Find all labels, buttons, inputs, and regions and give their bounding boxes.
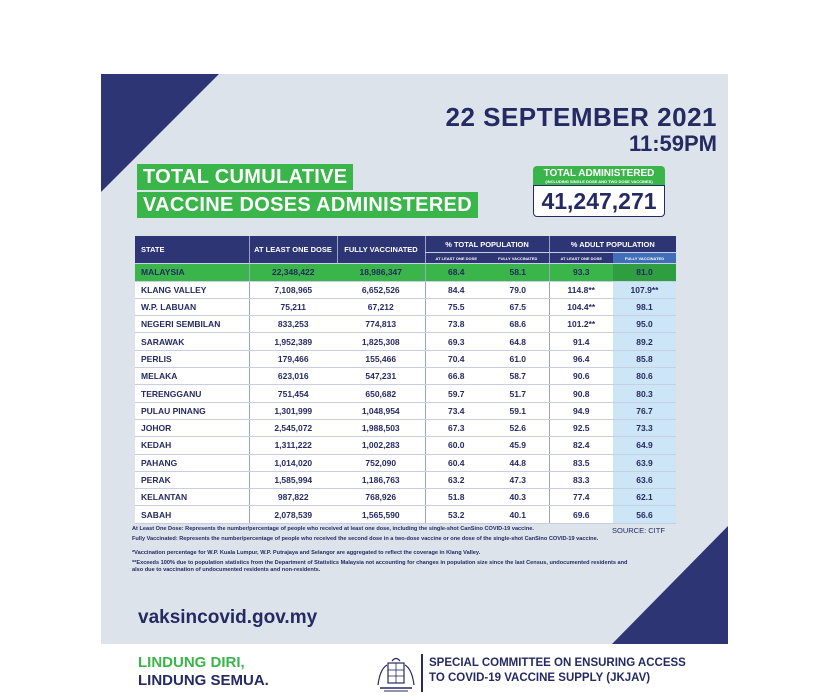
cell-pct-total-one-dose: 59.7 (425, 385, 487, 402)
cell-pct-total-fully: 67.5 (487, 298, 549, 315)
cell-fully-vaccinated: 1,565,590 (337, 506, 425, 523)
committee-line-2: TO COVID-19 VACCINE SUPPLY (JKJAV) (429, 672, 651, 684)
cell-pct-adult-fully: 80.6 (613, 368, 676, 385)
cell-fully-vaccinated: 752,090 (337, 454, 425, 471)
cell-pct-adult-fully: 89.2 (613, 333, 676, 350)
header-fully-vaccinated: FULLY VACCINATED (337, 236, 425, 264)
slogan-line-1: LINDUNG DIRI, (138, 654, 245, 671)
header-state: STATE (135, 236, 249, 264)
cell-pct-total-one-dose: 66.8 (425, 368, 487, 385)
committee-name (429, 656, 686, 686)
table-row-total (135, 264, 676, 281)
cell-pct-total-fully: 58.1 (487, 264, 549, 281)
cell-pct-total-fully: 64.8 (487, 333, 549, 350)
cell-state: MELAKA (135, 368, 249, 385)
cell-one-dose: 179,466 (249, 350, 337, 367)
cell-state: TERENGGANU (135, 385, 249, 402)
cell-pct-adult-one-dose: 83.5 (549, 454, 613, 471)
cell-pct-adult-fully: 63.6 (613, 471, 676, 488)
footnotes (132, 526, 632, 577)
cell-fully-vaccinated: 774,813 (337, 316, 425, 333)
subheader-adult-one-dose: AT LEAST ONE DOSE (549, 253, 613, 264)
cell-one-dose: 7,108,965 (249, 281, 337, 298)
cell-fully-vaccinated: 18,986,347 (337, 264, 425, 281)
cell-pct-total-fully: 79.0 (487, 281, 549, 298)
cell-one-dose: 623,016 (249, 368, 337, 385)
cell-pct-total-fully: 51.7 (487, 385, 549, 402)
header-one-dose: AT LEAST ONE DOSE (249, 236, 337, 264)
subheader-total-one-dose: AT LEAST ONE DOSE (425, 253, 487, 264)
table-row (135, 316, 676, 333)
cell-pct-total-fully: 40.1 (487, 506, 549, 523)
table-row (135, 437, 676, 454)
cell-pct-total-one-dose: 73.8 (425, 316, 487, 333)
header-pct-adult-population: % ADULT POPULATION (549, 236, 676, 253)
cell-pct-adult-one-dose: 104.4** (549, 298, 613, 315)
cell-pct-total-one-dose: 75.5 (425, 298, 487, 315)
website-link[interactable]: vaksincovid.gov.my (138, 607, 318, 628)
table-row (135, 471, 676, 488)
table-row (135, 281, 676, 298)
cell-state: SABAH (135, 506, 249, 523)
cell-one-dose: 75,211 (249, 298, 337, 315)
note-one-dose: At Least One Dose: Represents the number/percentage of people who received at least one dose, including the single-shot CanSino COVID-19 vaccine. (132, 526, 534, 532)
cell-pct-adult-one-dose: 83.3 (549, 471, 613, 488)
cell-fully-vaccinated: 1,988,503 (337, 419, 425, 436)
slogan (138, 654, 269, 690)
cell-one-dose: 1,301,999 (249, 402, 337, 419)
cell-pct-adult-one-dose: 92.5 (549, 419, 613, 436)
cell-one-dose: 2,078,539 (249, 506, 337, 523)
cell-pct-adult-fully: 56.6 (613, 506, 676, 523)
cell-pct-total-one-dose: 68.4 (425, 264, 487, 281)
table-row (135, 368, 676, 385)
cell-pct-total-fully: 47.3 (487, 471, 549, 488)
table-row (135, 489, 676, 506)
note-klang-valley: *Vaccination percentage for W.P. Kuala Lumpur, W.P. Putrajaya and Selangor are aggregated to reflect the coverage in Klang Valley. (132, 550, 481, 557)
cell-pct-adult-one-dose: 114.8** (549, 281, 613, 298)
table-row (135, 506, 676, 523)
cell-one-dose: 1,585,994 (249, 471, 337, 488)
header-pct-total-population: % TOTAL POPULATION (425, 236, 549, 253)
cell-fully-vaccinated: 155,466 (337, 350, 425, 367)
total-administered-label: TOTAL ADMINISTERED (543, 168, 655, 179)
table-row (135, 402, 676, 419)
vaccination-table (135, 236, 676, 524)
cell-state: W.P. LABUAN (135, 298, 249, 315)
total-administered-value: 41,247,271 (533, 185, 665, 217)
total-administered-header (533, 166, 665, 185)
cell-pct-total-one-dose: 70.4 (425, 350, 487, 367)
cell-pct-adult-one-dose: 90.8 (549, 385, 613, 402)
total-administered-sublabel: (INCLUDING SINGLE DOSE AND TWO DOSE VACCINES) (545, 179, 653, 184)
cell-pct-adult-one-dose: 96.4 (549, 350, 613, 367)
cell-fully-vaccinated: 1,186,763 (337, 471, 425, 488)
table-row (135, 350, 676, 367)
cell-state: NEGERI SEMBILAN (135, 316, 249, 333)
date-text: 22 SEPTEMBER 2021 (445, 102, 717, 132)
cell-state: PULAU PINANG (135, 402, 249, 419)
table-row (135, 419, 676, 436)
cell-pct-adult-one-dose: 94.9 (549, 402, 613, 419)
cell-state: SARAWAK (135, 333, 249, 350)
cell-pct-total-fully: 61.0 (487, 350, 549, 367)
table-body (135, 264, 676, 523)
cell-state: KLANG VALLEY (135, 281, 249, 298)
cell-one-dose: 22,348,422 (249, 264, 337, 281)
cell-pct-adult-one-dose: 77.4 (549, 489, 613, 506)
cell-pct-adult-fully: 81.0 (613, 264, 676, 281)
cell-pct-total-one-dose: 60.0 (425, 437, 487, 454)
cell-fully-vaccinated: 768,926 (337, 489, 425, 506)
cell-fully-vaccinated: 6,652,526 (337, 281, 425, 298)
cell-pct-adult-one-dose: 90.6 (549, 368, 613, 385)
cell-fully-vaccinated: 547,231 (337, 368, 425, 385)
cell-state: PERLIS (135, 350, 249, 367)
cell-pct-total-fully: 59.1 (487, 402, 549, 419)
footer-divider (421, 654, 423, 692)
cell-state: KEDAH (135, 437, 249, 454)
cell-pct-adult-fully: 80.3 (613, 385, 676, 402)
cell-pct-total-fully: 58.7 (487, 368, 549, 385)
cell-pct-total-one-dose: 84.4 (425, 281, 487, 298)
cell-pct-adult-fully: 107.9** (613, 281, 676, 298)
cell-pct-adult-fully: 64.9 (613, 437, 676, 454)
note-exceeds-100: **Exceeds 100% due to population statistics from the Department of Statistics Malaysia not accounting for changes in population size since the last Census, undocumented residents and also due to vaccination of undocumented residents and non-residents. (132, 560, 628, 573)
cell-one-dose: 1,014,020 (249, 454, 337, 471)
cell-pct-adult-fully: 98.1 (613, 298, 676, 315)
subheader-total-fully: FULLY VACCINATED (487, 253, 549, 264)
cell-pct-total-one-dose: 63.2 (425, 471, 487, 488)
cell-one-dose: 1,952,389 (249, 333, 337, 350)
table-row (135, 298, 676, 315)
cell-pct-adult-one-dose: 69.6 (549, 506, 613, 523)
cell-pct-total-one-dose: 69.3 (425, 333, 487, 350)
cell-pct-adult-fully: 95.0 (613, 316, 676, 333)
cell-state: JOHOR (135, 419, 249, 436)
cell-pct-total-fully: 44.8 (487, 454, 549, 471)
committee-line-1: SPECIAL COMMITTEE ON ENSURING ACCESS (429, 657, 686, 669)
cell-one-dose: 2,545,072 (249, 419, 337, 436)
cell-fully-vaccinated: 1,048,954 (337, 402, 425, 419)
cell-pct-total-one-dose: 51.8 (425, 489, 487, 506)
title-line-2: VACCINE DOSES ADMINISTERED (137, 192, 478, 218)
malaysia-coat-of-arms-icon (374, 655, 418, 695)
title-line-1: TOTAL CUMULATIVE (137, 164, 353, 190)
cell-pct-adult-one-dose: 101.2** (549, 316, 613, 333)
source-label: SOURCE: CITF (612, 526, 665, 535)
cell-pct-total-fully: 40.3 (487, 489, 549, 506)
cell-pct-total-fully: 52.6 (487, 419, 549, 436)
cell-pct-total-one-dose: 53.2 (425, 506, 487, 523)
cell-pct-total-fully: 45.9 (487, 437, 549, 454)
cell-pct-adult-fully: 62.1 (613, 489, 676, 506)
cell-one-dose: 833,253 (249, 316, 337, 333)
cell-one-dose: 751,454 (249, 385, 337, 402)
subheader-adult-fully: FULLY VACCINATED (613, 253, 676, 264)
cell-pct-adult-fully: 76.7 (613, 402, 676, 419)
cell-pct-adult-one-dose: 82.4 (549, 437, 613, 454)
slogan-line-2: LINDUNG SEMUA. (138, 672, 269, 689)
table-row (135, 385, 676, 402)
cell-one-dose: 1,311,222 (249, 437, 337, 454)
cell-fully-vaccinated: 67,212 (337, 298, 425, 315)
time-text: 11:59PM (628, 131, 717, 156)
cell-pct-total-one-dose: 73.4 (425, 402, 487, 419)
cell-pct-adult-fully: 63.9 (613, 454, 676, 471)
cell-pct-total-one-dose: 67.3 (425, 419, 487, 436)
cell-pct-adult-one-dose: 93.3 (549, 264, 613, 281)
cell-pct-total-one-dose: 60.4 (425, 454, 487, 471)
date-block (445, 102, 717, 156)
table-row (135, 333, 676, 350)
cell-pct-adult-fully: 85.8 (613, 350, 676, 367)
total-administered-box (533, 166, 665, 217)
cell-one-dose: 987,822 (249, 489, 337, 506)
cell-state: PAHANG (135, 454, 249, 471)
cell-pct-adult-fully: 73.3 (613, 419, 676, 436)
cell-state: MALAYSIA (135, 264, 249, 281)
cell-fully-vaccinated: 650,682 (337, 385, 425, 402)
cell-pct-adult-one-dose: 91.4 (549, 333, 613, 350)
cell-fully-vaccinated: 1,825,308 (337, 333, 425, 350)
cell-state: KELANTAN (135, 489, 249, 506)
cell-state: PERAK (135, 471, 249, 488)
table-row (135, 454, 676, 471)
note-fully-vaccinated: Fully Vaccinated: Represents the number/percentage of people who received the second dose in a two-dose vaccine or one dose of the single-shot CanSino COVID-19 vaccine. (132, 535, 599, 542)
cell-pct-total-fully: 68.6 (487, 316, 549, 333)
cell-fully-vaccinated: 1,002,283 (337, 437, 425, 454)
